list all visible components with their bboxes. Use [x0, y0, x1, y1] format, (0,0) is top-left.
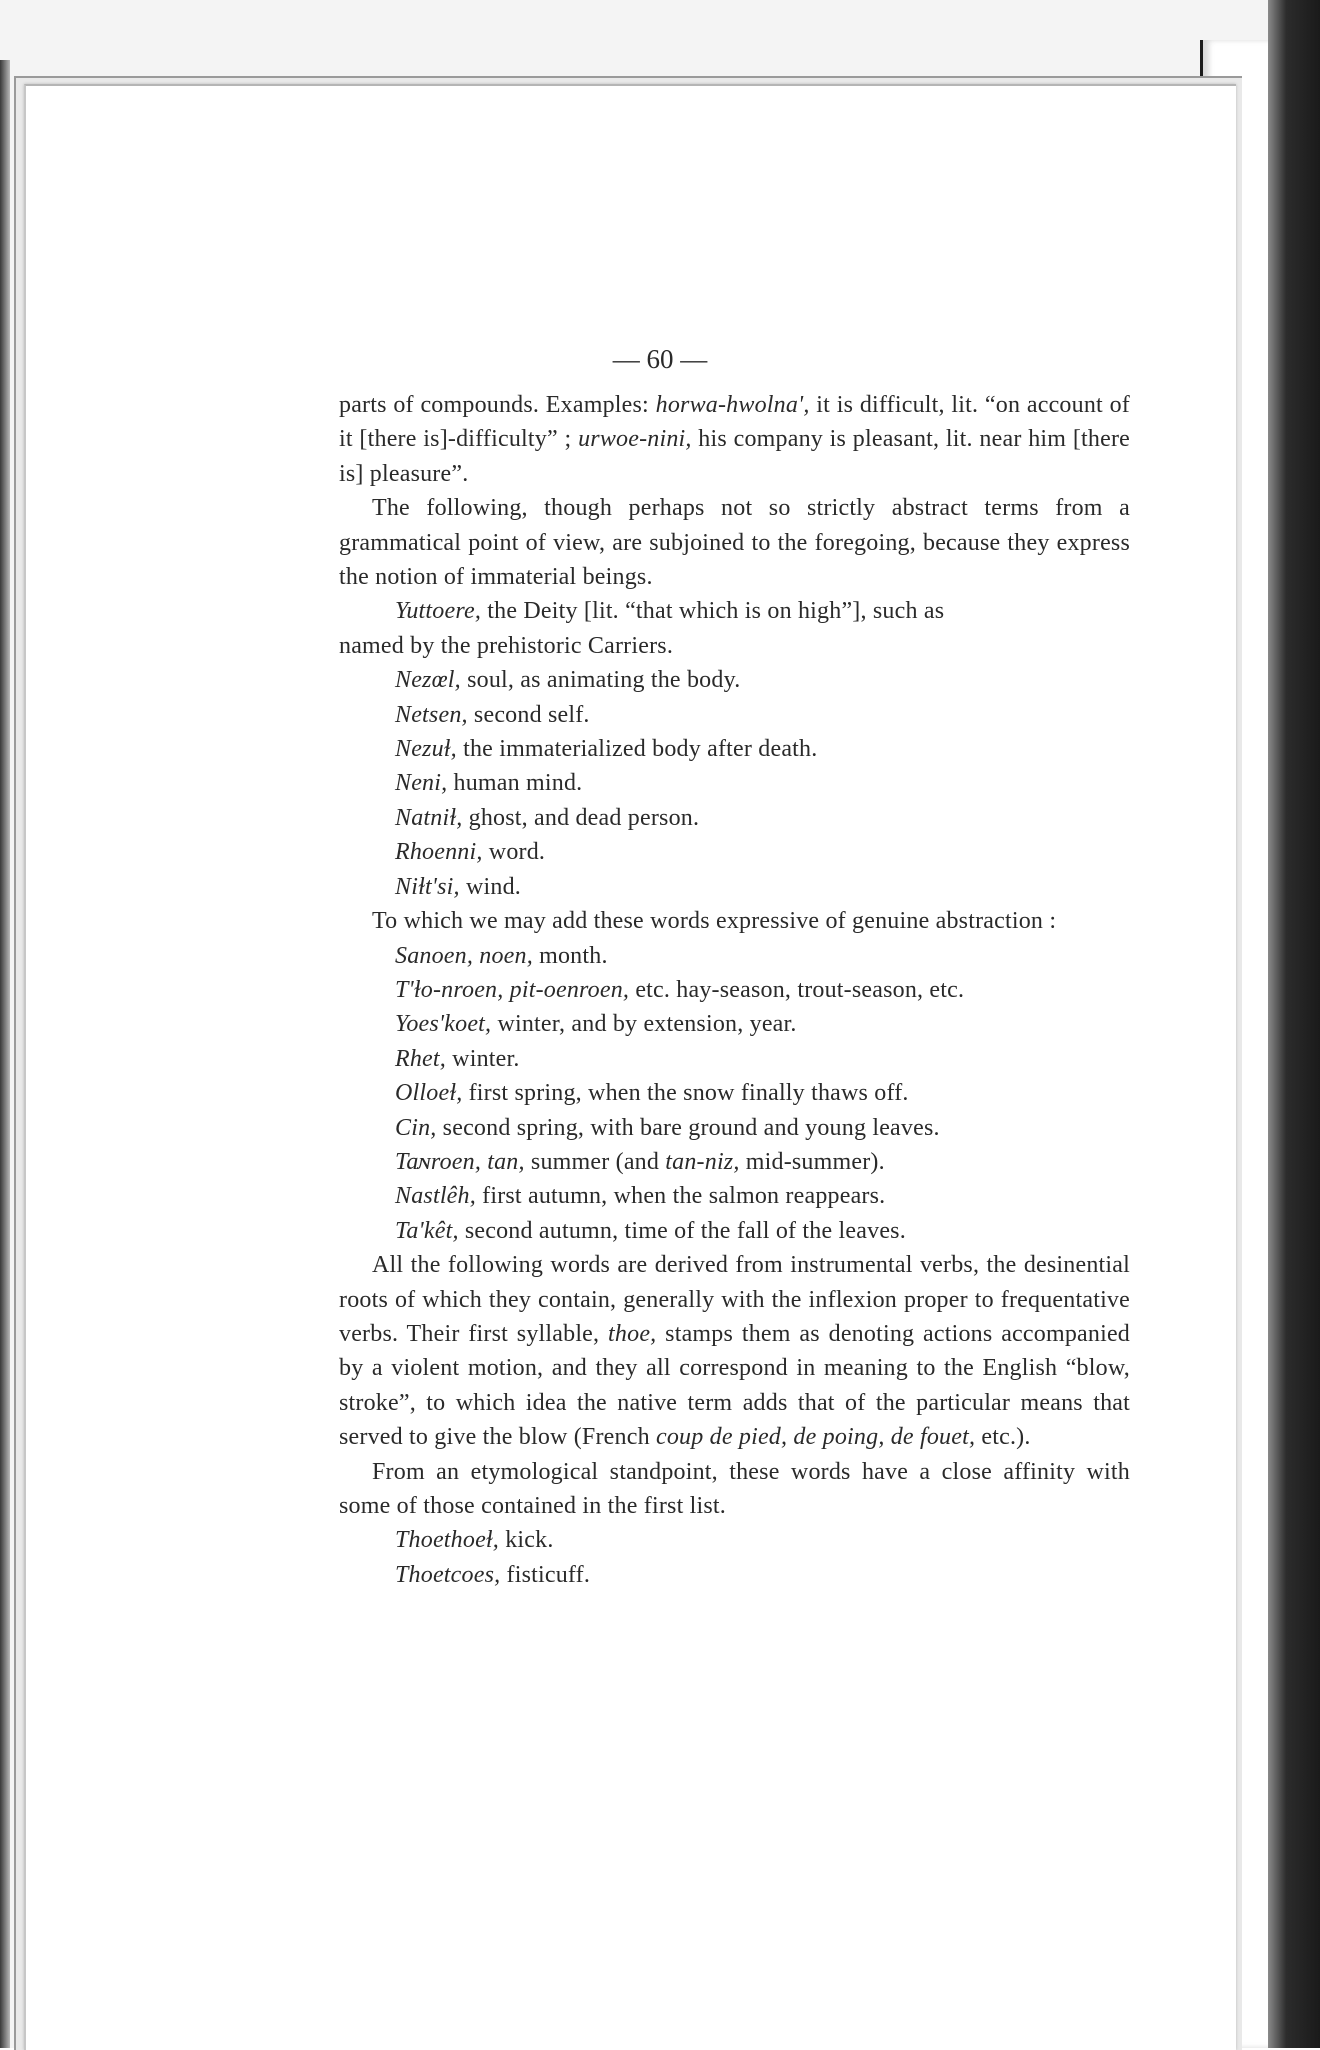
carrier-term: Rhoenni, — [395, 839, 483, 866]
entry-definition: etc. hay-season, trout-season, etc. — [629, 976, 965, 1003]
list-item — [339, 939, 1130, 973]
list-item — [339, 1042, 1130, 1076]
paragraph-etymology: From an etymological standpoint, these words have a close affinity with some of those contained in the first list. — [339, 1458, 1130, 1519]
carrier-term: urwoe-nini, — [578, 426, 692, 453]
list-item — [339, 1111, 1130, 1145]
entry-list-seasons — [339, 939, 1130, 1249]
carrier-term: Taɴroen, tan, — [395, 1148, 525, 1175]
entry-list-blows — [339, 1523, 1130, 1592]
french-phrase: coup de pied, de poing, de fouet, — [655, 1424, 976, 1451]
entry-definition: first autumn, when the salmon reappears. — [475, 1183, 886, 1210]
carrier-term: Nezœl, — [395, 667, 461, 694]
entry-definition: second autumn, time of the fall of the leaves. — [458, 1217, 906, 1244]
paragraph-instrumental-verbs — [339, 1248, 1130, 1454]
entry-definition: the Deity [lit. “that which is on high”], such as — [481, 598, 945, 625]
entry-yuttoere — [339, 594, 1130, 663]
carrier-term: Natniɫ, — [395, 804, 463, 831]
entry-first-line — [339, 594, 1130, 628]
carrier-term: thoe, — [608, 1320, 657, 1347]
entry-definition: fisticuff. — [500, 1561, 591, 1588]
paragraph-immaterial-beings: The following, though perhaps not so strictly abstract terms from a grammatical point of view, are subjoined to the foregoing, because they express the notion of immaterial beings. — [339, 495, 1130, 591]
list-item — [339, 1214, 1130, 1248]
paragraph-text: stamps them as denoting actions accompanied by a violent motion, and they all correspond in meaning to the English “blow, stroke”, to which idea the native term adds that of the particular means that served to give the blow (French — [339, 1320, 1130, 1451]
entry-definition: mid-summer). — [739, 1148, 885, 1175]
list-item — [339, 663, 1130, 697]
carrier-term: Olloeɫ, — [395, 1080, 463, 1107]
carrier-term: Thoethoeɫ, — [395, 1527, 499, 1554]
paragraph-text: All the following words are derived from instrumental verbs, the desinential roots of which they contain, generally with the inflexion proper to frequentative verbs. Their first syllable, — [339, 1252, 1130, 1347]
entry-definition: ghost, and dead person. — [462, 804, 700, 831]
list-item — [339, 1179, 1130, 1213]
carrier-term: Yoes'koet, — [395, 1011, 492, 1038]
paragraph-abstraction: To which we may add these words expressive of genuine abstraction : — [372, 908, 1057, 935]
entry-definition-continued: named by the prehistoric Carriers. — [339, 632, 674, 659]
entry-definition: first spring, when the snow finally thaws off. — [462, 1080, 909, 1107]
carrier-term: Thoetcoes, — [395, 1561, 501, 1588]
paragraph-text: etc.). — [975, 1424, 1031, 1451]
entry-definition: soul, as animating the body. — [460, 667, 741, 694]
list-item — [339, 1523, 1130, 1557]
page-body — [339, 388, 1130, 1592]
entry-definition: summer (and — [524, 1148, 666, 1175]
entry-definition: wind. — [459, 873, 521, 900]
carrier-term: Nastlêh, — [395, 1183, 476, 1210]
list-item — [339, 1145, 1130, 1179]
entry-definition: word. — [482, 839, 546, 866]
carrier-term: Yuttoere, — [395, 598, 482, 625]
scan-right-edge — [1268, 0, 1320, 2048]
entry-definition: second spring, with bare ground and young leaves. — [436, 1114, 940, 1141]
list-item — [339, 766, 1130, 800]
entry-definition: human mind. — [447, 770, 583, 797]
list-item — [339, 973, 1130, 1007]
list-item — [339, 1007, 1130, 1041]
entry-list-immaterial — [339, 663, 1130, 904]
carrier-term: Netsen, — [395, 701, 468, 728]
carrier-term: Cin, — [395, 1114, 437, 1141]
entry-definition: month. — [532, 942, 608, 969]
paragraph-compounds — [339, 388, 1130, 491]
carrier-term: Nezuɫ, — [395, 736, 457, 763]
carrier-term: horwa-hwolna', — [655, 392, 810, 418]
carrier-term: Rhet, — [395, 1045, 446, 1072]
paragraph-text: parts of compounds. Examples: — [339, 392, 656, 418]
paragraph-text: it is difficult, lit. “on account of it [there is]-difficulty” ; — [339, 392, 1130, 453]
carrier-term: Neni, — [395, 770, 448, 797]
entry-definition: winter. — [445, 1045, 520, 1072]
list-item — [339, 801, 1130, 835]
page-number: — 60 — — [612, 344, 708, 374]
entry-definition: kick. — [499, 1527, 554, 1554]
entry-definition: the immaterialized body after death. — [456, 736, 818, 763]
list-item — [339, 1558, 1130, 1592]
carrier-term: tan-niz, — [665, 1148, 740, 1175]
carrier-term: Niɫt'si, — [395, 873, 460, 900]
carrier-term: Sanoen, noen, — [395, 942, 533, 969]
list-item — [339, 870, 1130, 904]
entry-definition: winter, and by extension, year. — [491, 1011, 797, 1038]
carrier-term: T'ɫo-nroen, pit-oenroen, — [395, 976, 630, 1003]
carrier-term: Ta'kêt, — [395, 1217, 459, 1244]
list-item — [339, 1076, 1130, 1110]
list-item — [339, 732, 1130, 766]
list-item — [339, 835, 1130, 869]
paragraph-text: his company is pleasant, lit. near him [there is] pleasure”. — [339, 426, 1130, 487]
entry-definition: second self. — [467, 701, 590, 728]
list-item — [339, 698, 1130, 732]
